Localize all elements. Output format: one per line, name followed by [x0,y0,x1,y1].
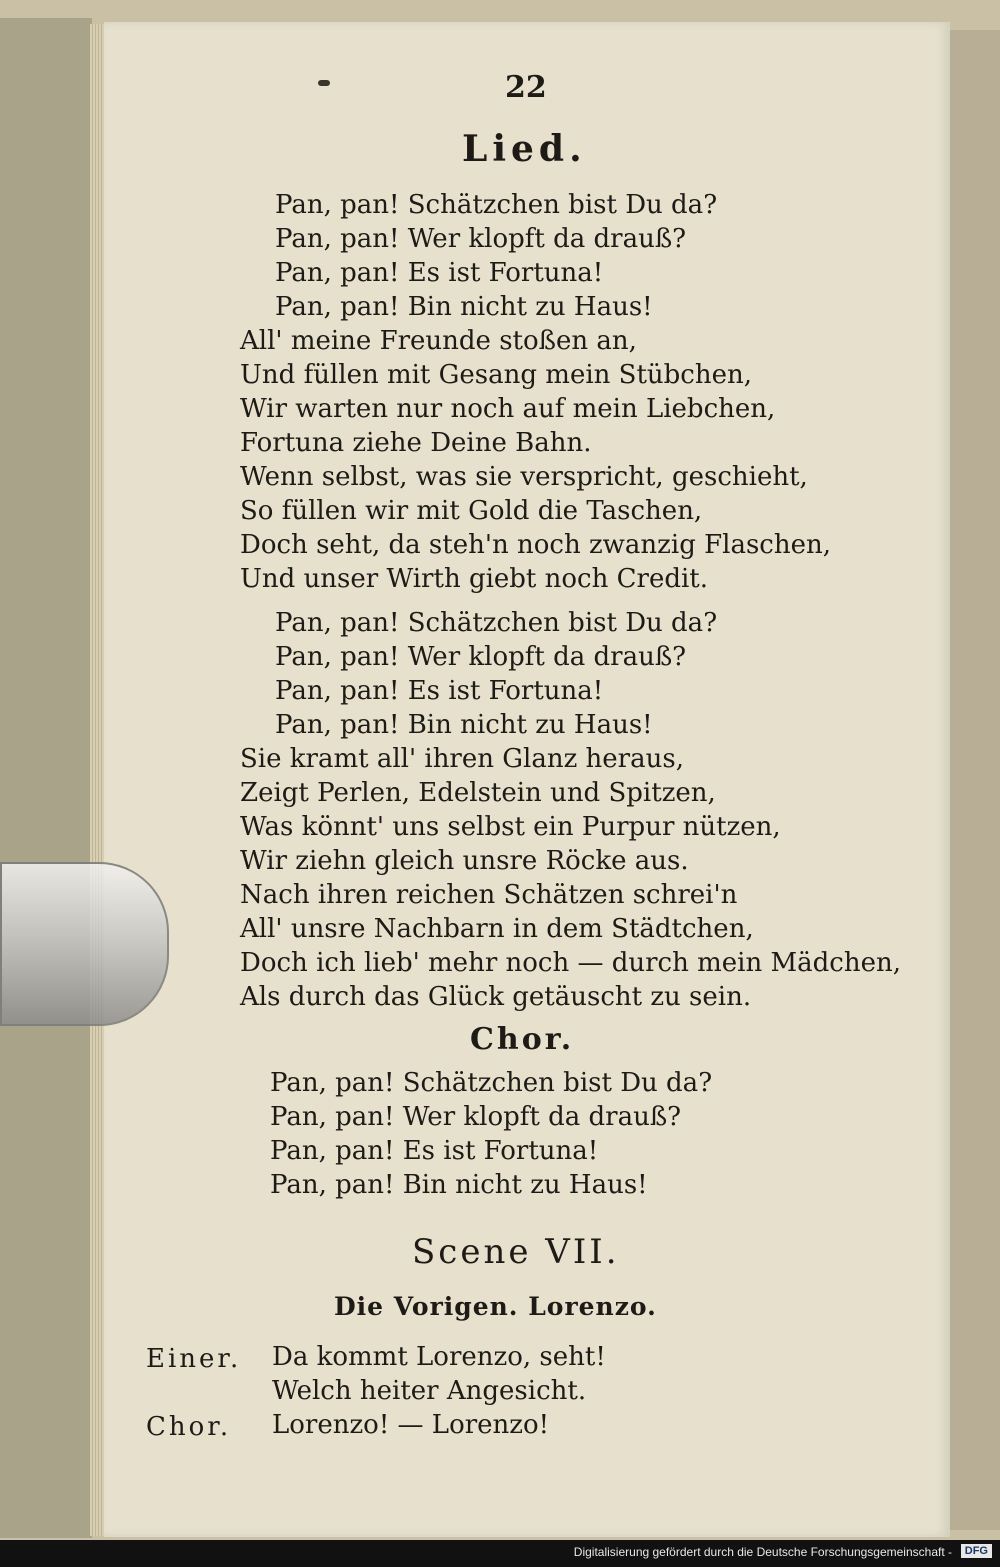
dialogue-line: Da kommt Lorenzo, seht! [272,1342,606,1372]
dfg-logo: DFG [961,1544,992,1558]
verse-line: Pan, pan! Bin nicht zu Haus! [275,292,653,322]
verse-line: All' unsre Nachbarn in dem Städtchen, [240,914,754,944]
book-cover-edge [0,18,92,1538]
chorus-line: Pan, pan! Es ist Fortuna! [270,1136,599,1166]
footer-credit: Digitalisierung gefördert durch die Deutsche Forschungsgemeinschaft - [573,1545,952,1559]
scene-cast: Die Vorigen. Lorenzo. [334,1292,657,1321]
ink-mark [318,80,330,86]
verse-line: Doch ich lieb' mehr noch — durch mein Mädchen, [240,948,901,978]
facing-page-edge [950,30,1000,1530]
verse-line: Wir ziehn gleich unsre Röcke aus. [240,846,689,876]
verse-line: Pan, pan! Schätzchen bist Du da? [275,190,718,220]
chorus-line: Pan, pan! Bin nicht zu Haus! [270,1170,648,1200]
footer-bar [0,1540,1000,1567]
verse-line: Wir warten nur noch auf mein Liebchen, [240,394,776,424]
speaker-name: Chor. [146,1412,232,1442]
verse-line: Fortuna ziehe Deine Bahn. [240,428,592,458]
verse-line: Pan, pan! Es ist Fortuna! [275,676,604,706]
verse-line: Nach ihren reichen Schätzen schrei'n [240,880,738,910]
verse-line: Pan, pan! Wer klopft da drauß? [275,642,687,672]
verse-line: Wenn selbst, was sie verspricht, geschieht, [240,462,808,492]
page-number: 22 [505,70,547,105]
verse-line: Pan, pan! Bin nicht zu Haus! [275,710,653,740]
verse-line: Und unser Wirth giebt noch Credit. [240,564,708,594]
verse-line: So füllen wir mit Gold die Taschen, [240,496,703,526]
verse-line: Als durch das Glück getäuscht zu sein. [240,982,752,1012]
verse-line: All' meine Freunde stoßen an, [240,326,637,356]
scene-heading: Scene VII. [412,1232,620,1272]
verse-line: Was könnt' uns selbst ein Purpur nützen, [240,812,781,842]
chorus-line: Pan, pan! Schätzchen bist Du da? [270,1068,713,1098]
verse-line: Pan, pan! Schätzchen bist Du da? [275,608,718,638]
verse-line: Sie kramt all' ihren Glanz heraus, [240,744,684,774]
chorus-heading: Chor. [470,1022,575,1057]
song-heading: Lied. [462,128,587,170]
speaker-name: Einer. [146,1344,242,1374]
dialogue-line: Welch heiter Angesicht. [272,1376,587,1406]
verse-line: Zeigt Perlen, Edelstein und Spitzen, [240,778,716,808]
chorus-line: Pan, pan! Wer klopft da drauß? [270,1102,682,1132]
page-holder-clip [0,862,169,1026]
dialogue-line: Lorenzo! — Lorenzo! [272,1410,550,1440]
verse-line: Pan, pan! Es ist Fortuna! [275,258,604,288]
verse-line: Doch seht, da steh'n noch zwanzig Flaschen, [240,530,832,560]
verse-line: Und füllen mit Gesang mein Stübchen, [240,360,753,390]
verse-line: Pan, pan! Wer klopft da drauß? [275,224,687,254]
